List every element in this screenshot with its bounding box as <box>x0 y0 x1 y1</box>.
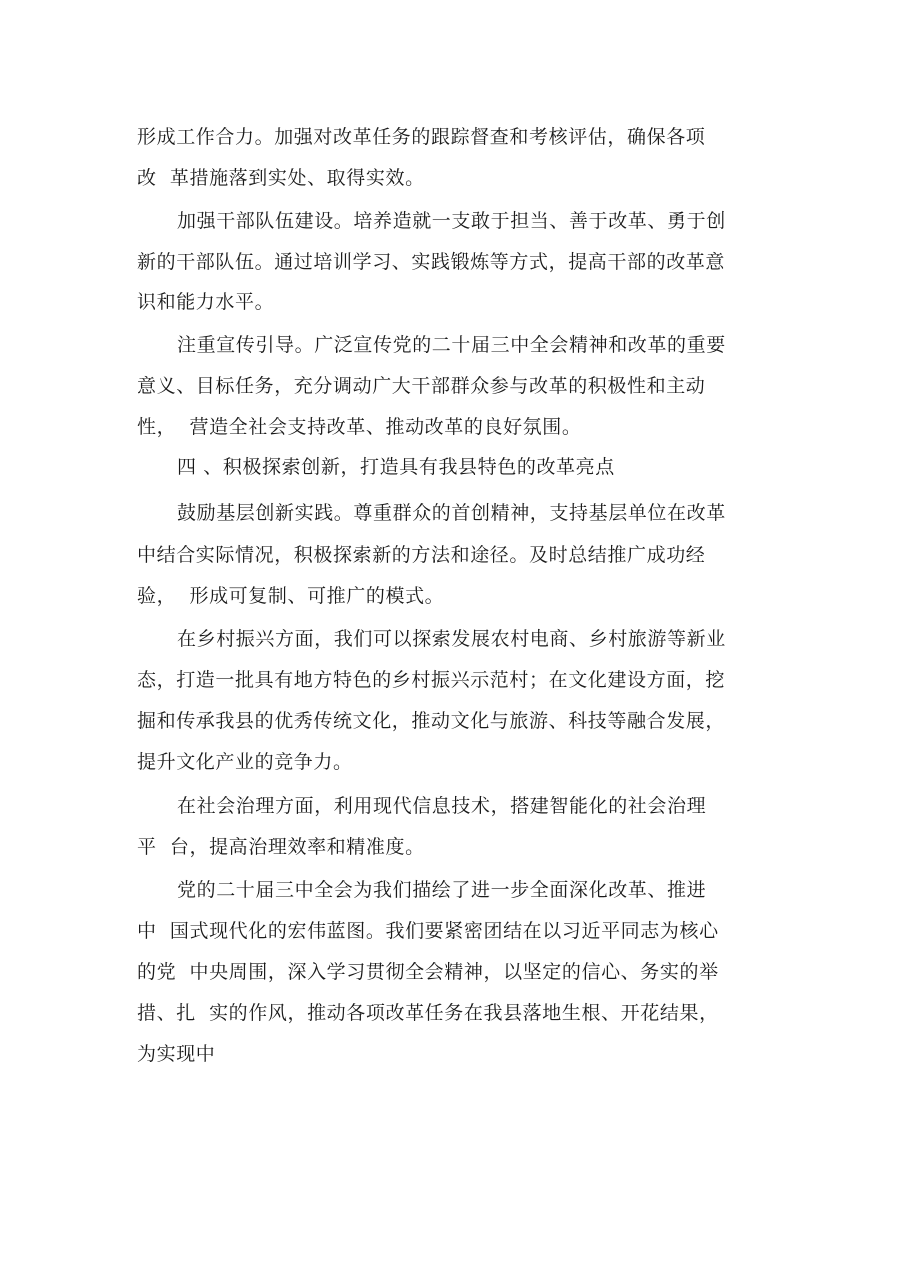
paragraph-3-line-3: 性， 营造全社会支持改革、推动改革的良好氛围。 <box>137 416 582 438</box>
paragraph-5-line-2: 中结合实际情况，积极探索新的方法和途径。及时总结推广成功经 <box>137 544 706 566</box>
paragraph-1-line-2: 改 革措施落到实处、取得实效。 <box>137 167 425 189</box>
paragraph-6-line-2: 态，打造一批具有地方特色的乡村振兴示范村；在文化建设方面，挖 <box>137 669 726 691</box>
paragraph-8-line-4: 措、扎 实的作风，推动各项改革任务在我县落地生根、开花结果， <box>137 1002 719 1024</box>
paragraph-7-line-1: 在社会治理方面，利用现代信息技术，搭建智能化的社会治理 <box>177 795 707 817</box>
paragraph-2-line-3: 识和能力水平。 <box>137 291 275 313</box>
paragraph-5-line-1: 鼓励基层创新实践。尊重群众的首创精神，支持基层单位在改革 <box>177 502 726 524</box>
paragraph-7-line-2: 平 台，提高治理效率和精准度。 <box>137 836 425 858</box>
paragraph-3-line-1: 注重宣传引导。广泛宣传党的二十届三中全会精神和改革的重要 <box>177 334 726 356</box>
paragraph-6-line-3: 掘和传承我县的优秀传统文化，推动文化与旅游、科技等融合发展， <box>137 710 726 732</box>
paragraph-1-line-1: 形成工作合力。加强对改革任务的跟踪督查和考核评估，确保各项 <box>137 126 706 148</box>
paragraph-8-line-2: 中 国式现代化的宏伟蓝图。我们要紧密团结在以习近平同志为核心 <box>137 920 719 942</box>
paragraph-5-line-3: 验， 形成可复制、可推广的模式。 <box>137 585 445 607</box>
paragraph-3-line-2: 意义、目标任务，充分调动广大干部群众参与改革的积极性和主动 <box>137 375 706 397</box>
paragraph-6-line-1: 在乡村振兴方面，我们可以探索发展农村电商、乡村旅游等新业 <box>177 628 726 650</box>
paragraph-8-line-1: 党的二十届三中全会为我们描绘了进一步全面深化改革、推进 <box>177 879 707 901</box>
paragraph-2-line-1: 加强干部队伍建设。培养造就一支敢于担当、善于改革、勇于创 <box>177 210 726 232</box>
section-heading-4: 四 、积极探索创新，打造具有我县特色的改革亮点 <box>177 456 615 478</box>
paragraph-6-line-4: 提升文化产业的竞争力。 <box>137 751 353 773</box>
paragraph-8-line-3: 的党 中央周围，深入学习贯彻全会精神，以坚定的信心、务实的举 <box>137 961 719 983</box>
paragraph-8-line-5: 为实现中 <box>137 1043 216 1065</box>
paragraph-2-line-2: 新的干部队伍。通过培训学习、实践锻炼等方式，提高干部的改革意 <box>137 251 726 273</box>
